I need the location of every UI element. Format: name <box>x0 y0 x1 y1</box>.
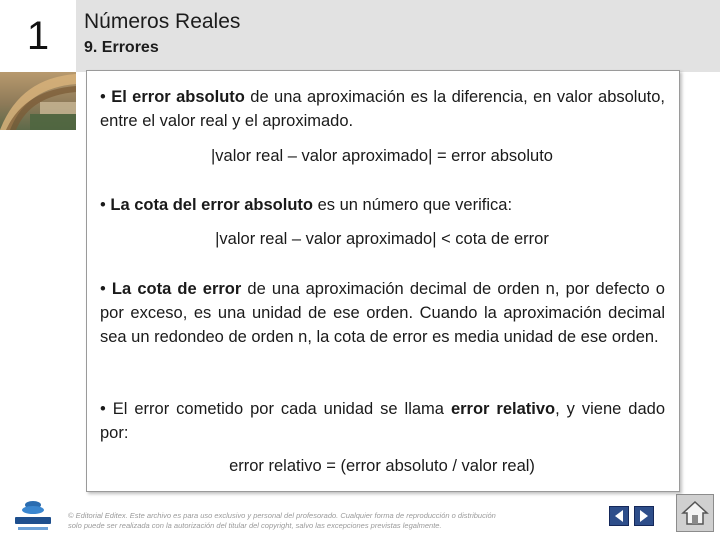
arrow-left-icon <box>612 509 626 523</box>
definition-text: de una aproximación es la diferencia, en valor absoluto, entre el valor real y el aproximado. <box>100 88 665 130</box>
editex-logo <box>12 496 54 534</box>
formula-error-absoluto: |valor real – valor aproximado| = error absoluto <box>211 147 553 165</box>
chapter-number: 1 <box>0 0 76 72</box>
bullet: • <box>100 196 111 214</box>
formula-cota-error: |valor real – valor aproximado| < cota de error <box>215 230 549 248</box>
term-error-absoluto: El error absoluto <box>111 88 245 106</box>
previous-button[interactable] <box>609 506 629 526</box>
intro-text: • El error cometido por cada unidad se llama <box>100 400 451 418</box>
definition-text: de una aproximación decimal de orden n, por defecto o por exceso, es una unidad de ese orden. Cuando la aproximación decimal sea un redondeo de orden n, la cota de error es media unidad de ese orden. <box>100 280 665 346</box>
definition-text: es un número que verifica: <box>313 196 513 214</box>
paragraph-error-absoluto <box>100 85 665 133</box>
next-button[interactable] <box>634 506 654 526</box>
section-subtitle: 9. Errores <box>84 39 159 56</box>
term-cota-error-absoluto: La cota del error absoluto <box>110 196 313 214</box>
paragraph-cota-error <box>100 277 665 349</box>
term-cota-error: La cota de error <box>111 280 242 298</box>
arrow-right-icon <box>637 509 651 523</box>
paragraph-cota-error-absoluto <box>100 193 665 217</box>
bullet: • <box>100 280 112 298</box>
copyright-notice: © Editorial Editex. Este archivo es para uso exclusivo y personal del profesorado. Cualquier forma de reproducción o distribución solo puede ser realizada con la autorización del titular del copyright, salvo las excepciones previstas legalmente. <box>68 511 496 530</box>
bullet: • <box>100 88 112 106</box>
home-button[interactable] <box>676 494 714 532</box>
home-icon <box>681 500 709 526</box>
paragraph-error-relativo <box>100 397 665 445</box>
definition-text: , y viene dado por: <box>100 400 665 442</box>
page-title: Números Reales <box>84 10 241 33</box>
term-error-relativo: error relativo <box>450 400 556 418</box>
formula-error-relativo: error relativo = (error absoluto / valor real) <box>229 457 535 475</box>
decorative-photo <box>0 72 76 130</box>
